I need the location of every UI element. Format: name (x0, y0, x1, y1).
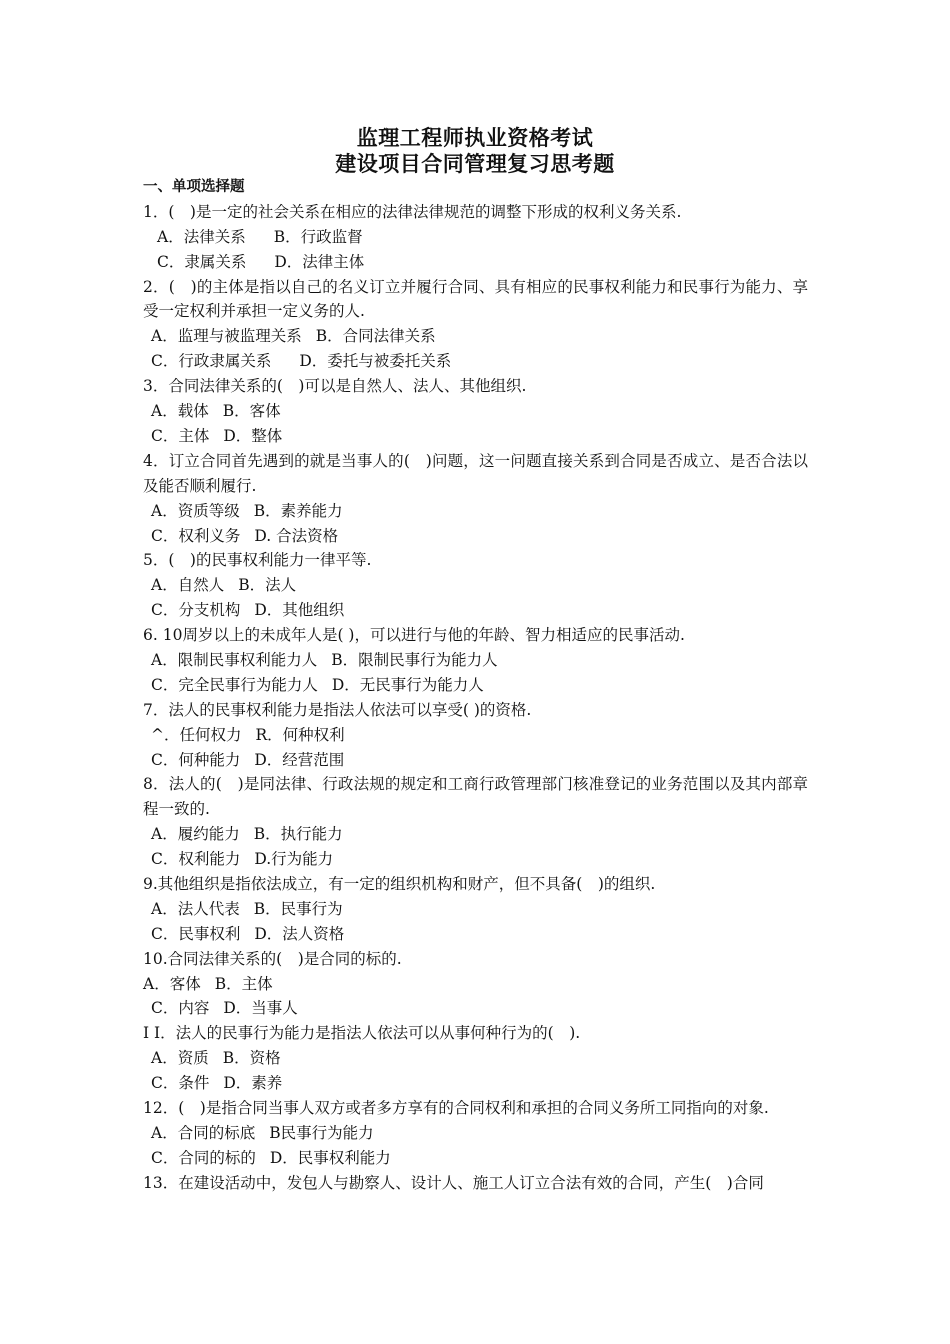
question-9: 9.其他组织是指依法成立，有一定的组织机构和财产，但不具备( )的组织. (143, 875, 656, 894)
document-body (143, 175, 808, 1196)
option: A．资质 (151, 1049, 209, 1068)
question-7: 7．法人的民事权利能力是指法人依法可以享受( )的资格. (143, 700, 532, 719)
option: R．何种权利 (255, 725, 345, 744)
question-12: 12．( )是指合同当事人双方或者多方享有的合同权利和承担的合同义务所工同指向的对象. (143, 1099, 769, 1118)
option: C．行政隶属关系 (151, 352, 272, 371)
options-row (143, 972, 808, 997)
option: C．主体 (151, 426, 210, 445)
option: B．主体 (214, 974, 273, 993)
question-6: 6. 10周岁以上的未成年人是( )，可以进行与他的年龄、智力相适应的民事活动. (143, 626, 685, 645)
option: C．条件 (151, 1074, 210, 1093)
option: B．执行能力 (253, 825, 343, 844)
options-row (143, 748, 808, 773)
option: B．限制民事行为能力人 (331, 650, 498, 669)
question-1: 1．( )是一定的社会关系在相应的法律法律规范的调整下形成的权利义务关系. (143, 202, 682, 221)
option: C．完全民事行为能力人 (151, 675, 318, 694)
option: D．当事人 (223, 999, 298, 1018)
options-row (143, 847, 808, 872)
option: D．法人资格 (254, 924, 345, 943)
option: C．隶属关系 (157, 252, 247, 271)
option: A．法律关系 (157, 227, 246, 246)
option: B．法人 (238, 576, 297, 595)
option: C．权利能力 (151, 850, 241, 869)
option: D．委托与被委托关系 (299, 352, 452, 371)
option: A．监理与被监理关系 (151, 327, 302, 346)
option: D．无民事行为能力人 (331, 675, 484, 694)
question-4: 4．订立合同首先遇到的就是当事人的( )问题，这一问题直接关系到合同是否成立、是否合法以及能否顺利履行. (143, 451, 808, 495)
option: A．法人代表 (151, 899, 240, 918)
options-row (143, 897, 808, 922)
options-row (143, 225, 808, 250)
option: B．素养能力 (253, 501, 343, 520)
options-row (143, 1121, 808, 1146)
options-row (143, 996, 808, 1021)
option: B．资格 (222, 1049, 281, 1068)
option: D.行为能力 (254, 850, 334, 869)
option: C．民事权利 (151, 924, 241, 943)
options-row (143, 723, 808, 748)
options-row (143, 922, 808, 947)
document-subtitle: 建设项目合同管理复习思考题 (335, 151, 615, 176)
option: A．限制民事权利能力人 (151, 650, 318, 669)
option: C．何种能力 (151, 750, 241, 769)
option: D．民事权利能力 (269, 1148, 391, 1167)
option: A．合同的标底 (151, 1123, 256, 1142)
options-row (143, 573, 808, 598)
options-row (143, 822, 808, 847)
question-10: 10.合同法律关系的( )是合同的标的. (143, 949, 402, 968)
option: A．履约能力 (151, 825, 240, 844)
option: B民事行为能力 (269, 1123, 374, 1142)
section-heading: 一、单项选择题 (143, 179, 245, 195)
options-row (143, 499, 808, 524)
option: C．内容 (151, 999, 210, 1018)
options-row (143, 399, 808, 424)
option: B．客体 (222, 402, 281, 421)
options-row (143, 1146, 808, 1171)
options-row (143, 598, 808, 623)
options-row (143, 324, 808, 349)
option: A．客体 (143, 974, 201, 993)
option: A．资质等级 (151, 501, 240, 520)
options-row (143, 524, 808, 549)
options-row (143, 349, 808, 374)
options-row (143, 648, 808, 673)
options-row (143, 250, 808, 275)
question-8: 8．法人的( )是同法律、行政法规的规定和工商行政管理部门核准登记的业务范围以及其内部章程一致的. (143, 775, 808, 819)
option: B．民事行为 (253, 899, 343, 918)
option: D．法律主体 (274, 252, 365, 271)
option: A．自然人 (151, 576, 225, 595)
question-5: 5．( )的民事权利能力一律平等. (143, 551, 372, 570)
options-row (143, 424, 808, 449)
option: ^．任何权力 (151, 725, 242, 744)
option: C．分支机构 (151, 601, 241, 620)
option: A．载体 (151, 402, 209, 421)
question-3: 3．合同法律关系的( )可以是自然人、法人、其他组织. (143, 377, 527, 396)
options-row (143, 673, 808, 698)
question-11: I I．法人的民事行为能力是指法人依法可以从事何种行为的( ). (143, 1024, 581, 1043)
option: B．行政监督 (273, 227, 363, 246)
options-row (143, 1046, 808, 1071)
options-row (143, 1071, 808, 1096)
question-2: 2．( )的主体是指以自己的名义订立并履行合同、具有相应的民事权利能力和民事行为能力、享受一定权利并承担一定义务的人. (143, 277, 808, 321)
option: C．权利义务 (151, 526, 241, 545)
option: D．整体 (223, 426, 283, 445)
question-13: 13．在建设活动中，发包人与勘察人、设计人、施工人订立合法有效的合同，产生( )合同 (143, 1173, 764, 1192)
option: D. 合法资格 (254, 526, 339, 545)
option: D．经营范围 (254, 750, 345, 769)
option: B．合同法律关系 (315, 327, 436, 346)
document-title: 监理工程师执业资格考试 (356, 125, 594, 150)
option: C．合同的标的 (151, 1148, 256, 1167)
option: D．其他组织 (254, 601, 345, 620)
option: D．素养 (223, 1074, 283, 1093)
